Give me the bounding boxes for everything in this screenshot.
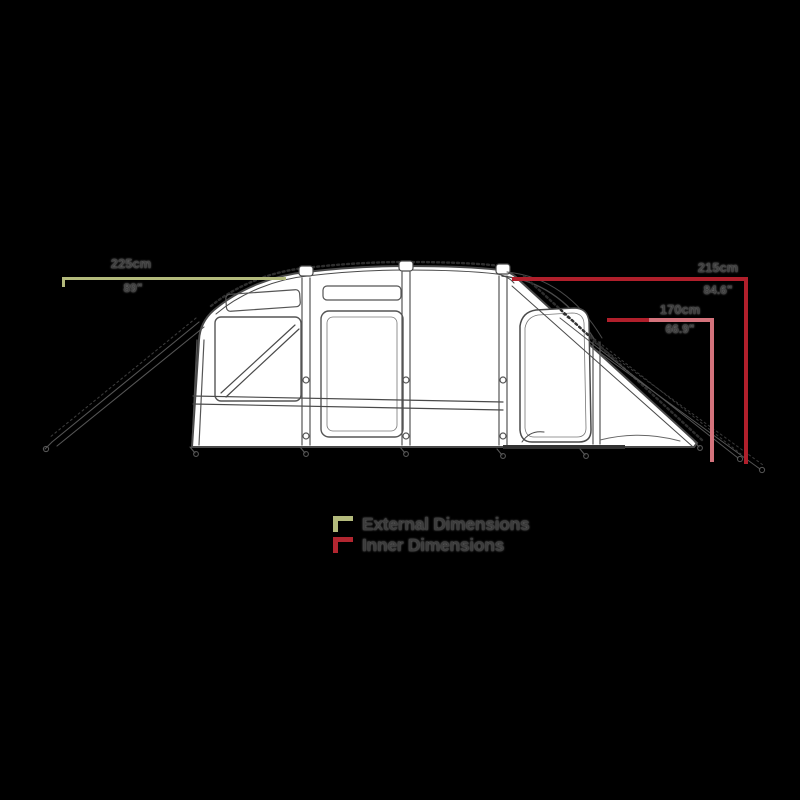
external-dimension-inch-label: 89" (123, 281, 143, 295)
corner-bracket-icon (333, 516, 353, 532)
legend-item-external (333, 516, 529, 533)
inner-rear-dimension-drop (744, 277, 748, 464)
external-dimension-cm-label: 225cm (110, 256, 152, 271)
inner-rear-dimension-cm-label: 215cm (697, 260, 739, 275)
legend-label-inner: Inner Dimensions (362, 535, 505, 555)
inner-mid-dimension-drop (710, 318, 714, 462)
front-guy-rope (43, 318, 204, 452)
side-window-middle (321, 311, 403, 437)
inner-rear-dimension-inch-label: 84.6" (703, 283, 733, 297)
inner-rear-dimension-line (512, 277, 747, 281)
side-window-left (215, 317, 301, 401)
rear-ground-band (503, 445, 625, 449)
external-dimension-line (62, 277, 286, 280)
inner-mid-dimension-cm-label: 170cm (659, 302, 701, 317)
inner-mid-dimension-line-cap (607, 318, 649, 322)
corner-bracket-icon (333, 537, 353, 553)
legend-item-inner (333, 537, 504, 554)
inner-mid-dimension-inch-label: 66.9" (665, 322, 695, 336)
legend-label-external: External Dimensions (362, 514, 530, 534)
